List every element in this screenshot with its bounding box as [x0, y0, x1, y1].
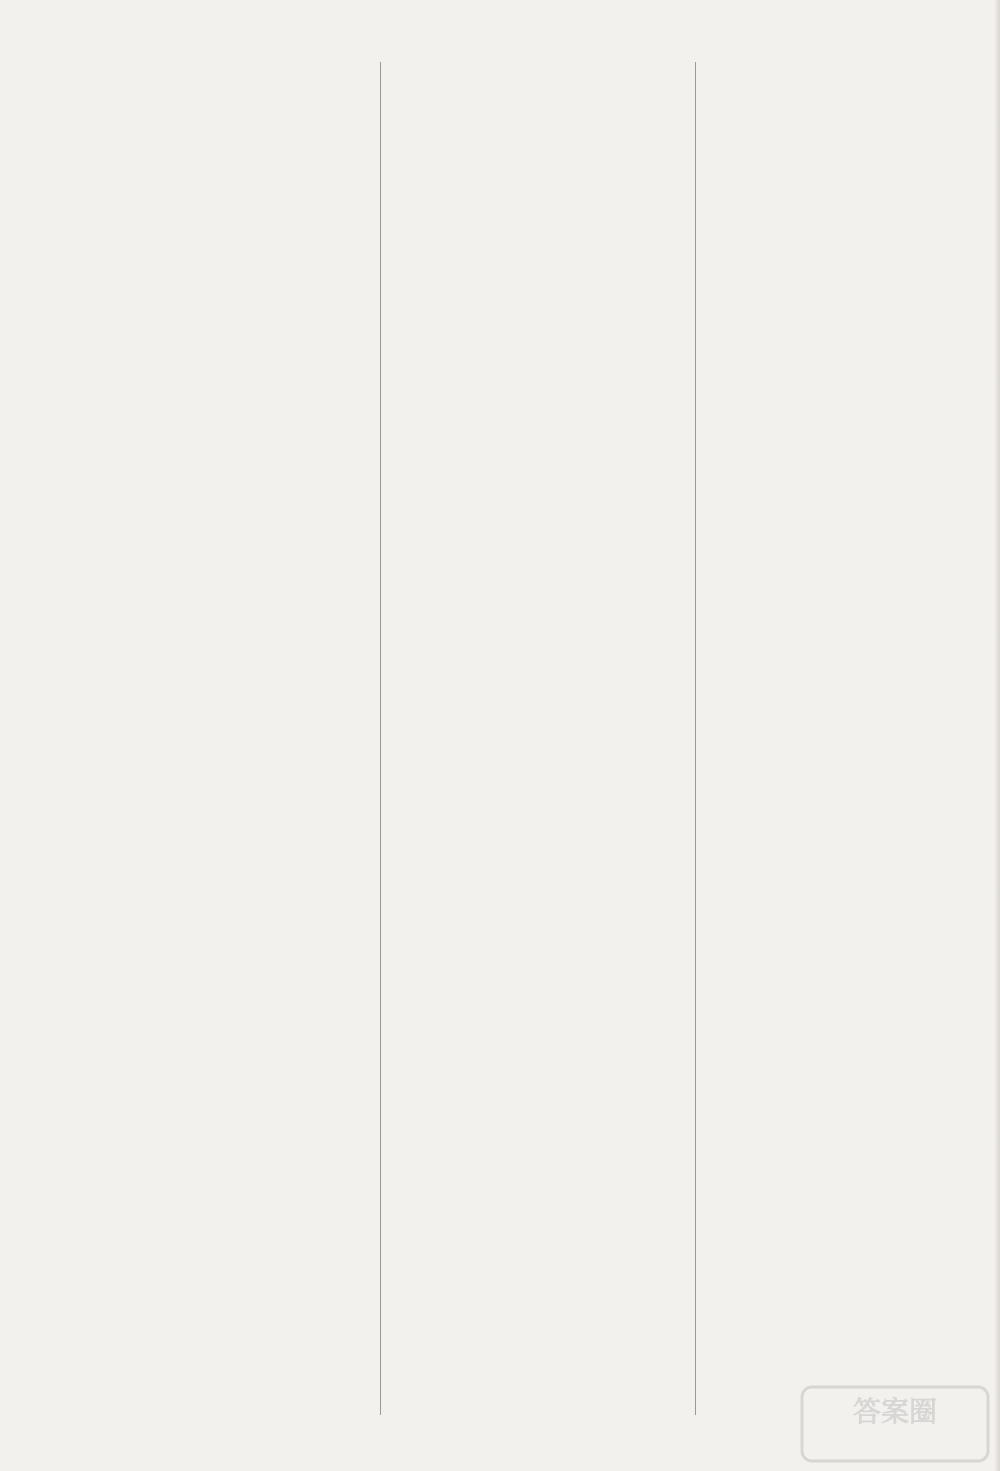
- watermark-logo: [800, 1385, 990, 1463]
- column-left: [80, 62, 376, 1413]
- column-middle: [385, 62, 685, 1413]
- column-right: [702, 62, 998, 1413]
- svg-text:答案圈: 答案圈: [852, 1395, 938, 1428]
- column-divider: [380, 62, 381, 1415]
- column-divider: [695, 62, 696, 1415]
- page-edge: [994, 0, 1000, 1471]
